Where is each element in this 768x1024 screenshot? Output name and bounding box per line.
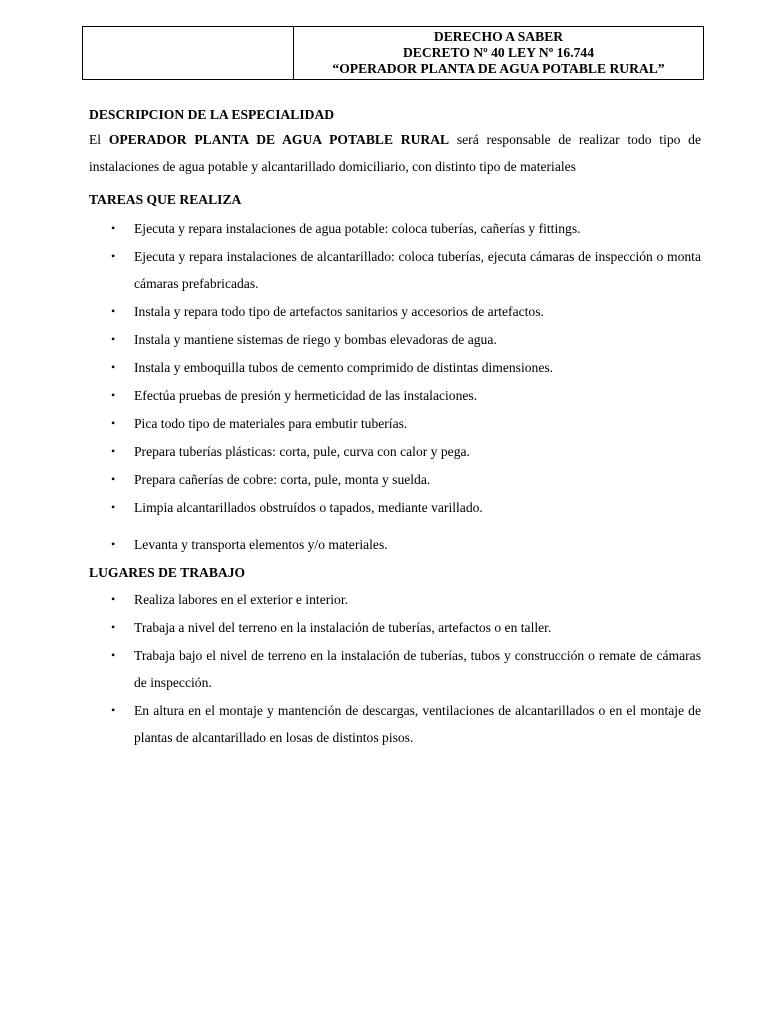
list-item-text: Instala y repara todo tipo de artefactos sanitarios y accesorios de artefactos. (134, 304, 544, 319)
list-item (89, 642, 701, 696)
header-title-cell (294, 27, 704, 80)
descripcion-bold-title: OPERADOR PLANTA DE AGUA POTABLE RURAL (108, 132, 450, 147)
list-item (89, 697, 701, 751)
list-item-text: Instala y mantiene sistemas de riego y bombas elevadoras de agua. (134, 332, 497, 347)
bullet-icon: • (111, 537, 116, 551)
bullet-icon: • (111, 304, 116, 318)
bullet-icon: • (111, 500, 116, 514)
list-item-text: En altura en el montaje y mantención de descargas, ventilaciones de alcantarillados o en el montaje de plantas de alcantarillado en losas de distintos pisos. (134, 703, 701, 745)
bullet-icon: • (111, 249, 116, 263)
list-item-text: Trabaja a nivel del terreno en la instalación de tuberías, artefactos o en taller. (134, 620, 552, 635)
list-item-text: Realiza labores en el exterior e interior. (134, 592, 349, 607)
list-item-text: Efectúa pruebas de presión y hermeticidad de las instalaciones. (134, 388, 478, 403)
bullet-icon: • (111, 360, 116, 374)
descripcion-rest: será responsable de realizar todo tipo de instalaciones de agua potable y alcantarillado domiciliario, con distinto tipo de materiales (89, 132, 702, 174)
list-item (89, 243, 701, 297)
list-item (89, 466, 701, 493)
bullet-icon: • (111, 332, 116, 346)
list-item-text: Ejecuta y repara instalaciones de agua potable: coloca tuberías, cañerías y fittings. (134, 221, 581, 236)
section-heading-lugares: LUGARES DE TRABAJO (89, 565, 246, 580)
bullet-icon: • (111, 703, 116, 717)
list-item (89, 354, 701, 381)
lugares-list (89, 586, 701, 751)
list-item-text: Ejecuta y repara instalaciones de alcantarillado: coloca tuberías, ejecuta cámaras de inspección o monta cámaras prefabricadas. (134, 249, 701, 291)
header-empty-cell (83, 27, 294, 80)
list-item-text: Prepara cañerías de cobre: corta, pule, monta y suelda. (134, 472, 431, 487)
bullet-icon: • (111, 620, 116, 634)
list-item (89, 298, 701, 325)
header-line-2: DECRETO Nº 40 LEY Nº 16.744 (402, 45, 594, 60)
list-item (89, 326, 701, 353)
bullet-icon: • (111, 444, 116, 458)
header-line-1: DERECHO A SABER (433, 29, 564, 44)
tareas-list (89, 215, 701, 558)
list-item (89, 410, 701, 437)
list-item (89, 382, 701, 409)
document-body (89, 105, 701, 751)
document-header-table (82, 26, 704, 80)
bullet-icon: • (111, 388, 116, 402)
list-item-text: Instala y emboquilla tubos de cemento comprimido de distintas dimensiones. (134, 360, 554, 375)
list-item (89, 614, 701, 641)
bullet-icon: • (111, 592, 116, 606)
list-item-text: Levanta y transporta elementos y/o materiales. (134, 537, 388, 552)
header-line-3: “OPERADOR PLANTA DE AGUA POTABLE RURAL” (332, 61, 665, 76)
list-item (89, 494, 701, 521)
list-item (89, 215, 701, 242)
list-item-text: Pica todo tipo de materiales para embutir tuberías. (134, 416, 408, 431)
descripcion-lead: El (89, 132, 109, 147)
bullet-icon: • (111, 648, 116, 662)
list-item (89, 531, 701, 558)
bullet-icon: • (111, 221, 116, 235)
bullet-icon: • (111, 472, 116, 486)
list-item-text: Limpia alcantarillados obstruídos o tapados, mediante varillado. (134, 500, 483, 515)
list-item-text: Prepara tuberías plásticas: corta, pule, curva con calor y pega. (134, 444, 470, 459)
list-item (89, 438, 701, 465)
bullet-icon: • (111, 416, 116, 430)
list-item-text: Trabaja bajo el nivel de terreno en la instalación de tuberías, tubos y construcción o remate de cámaras de inspección. (134, 648, 701, 690)
section-heading-tareas: TAREAS QUE REALIZA (89, 192, 242, 207)
list-item (89, 586, 701, 613)
section-heading-descripcion: DESCRIPCION DE LA ESPECIALIDAD (89, 107, 335, 122)
descripcion-paragraph (89, 126, 701, 180)
